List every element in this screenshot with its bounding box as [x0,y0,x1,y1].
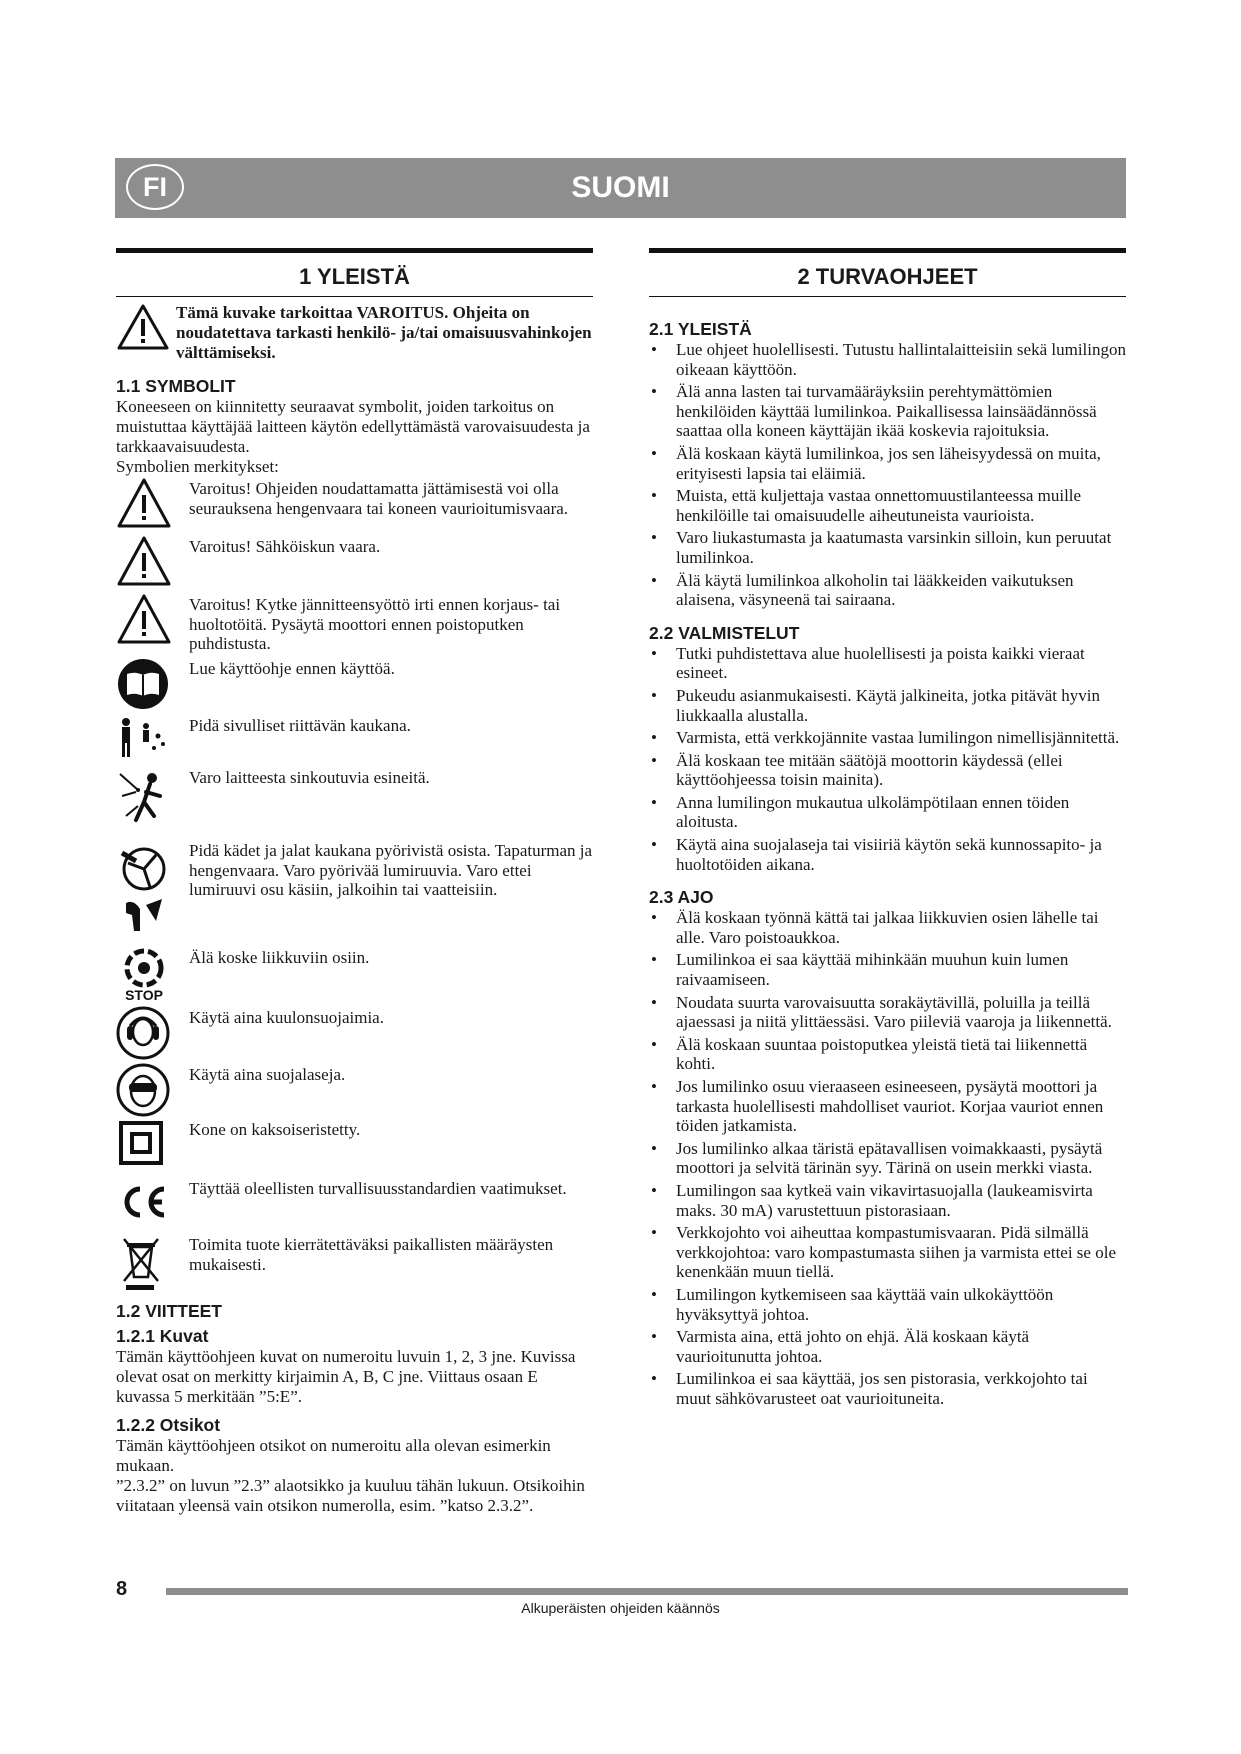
list-item: • Älä koskaan työnnä kättä tai jalkaa liikkuvien osien lähelle tai alle. Varo poistoaukkoa. [651,908,1099,947]
symbols-meaning-label: Symbolien merkitykset: [116,457,279,476]
symbol-row [116,657,593,714]
list-item: • Lumilinkoa ei saa käyttää, jos sen pistorasia, verkkojohto tai muut sähkövarusteet oat vaurioituneita. [651,1369,1088,1408]
list-item: • Noudata suurta varovaisuutta sorakäytävillä, poluilla ja teillä ajaessasi ja niitä ylittäessäsi. Varo piileviä vaaroja ja liikennettä. [651,992,1112,1032]
list-item: • Anna lumilingon mukautua ulkolämpötilaan ennen töiden aloitusta. [651,792,1070,832]
symbol-text: Toimita tuote kierrätettäväksi paikallisten määräysten mukaisesti. [189,1235,554,1274]
page-number: 8 [116,1578,128,1600]
thrown-objects-icon [116,766,189,837]
figures-heading: 1.2.1 Kuvat [116,1326,209,1346]
symbol-text: Varoitus! Kytke jännitteensyöttö irti ennen korjaus- tai huoltotöitä. Pysäytä moottori ennen poistoputken puhdistusta. [189,595,561,653]
symbol-text: Pidä sivulliset riittävän kaukana. [189,716,411,735]
list-item: • Varmista, että verkkojännite vastaa lumilingon nimellisjännitettä. [651,728,1120,748]
symbols-intro: Koneeseen on kiinnitetty seuraavat symbolit, joiden tarkoitus on muistuttaa käyttäjää laitteen käytön edellyttämästä varovaisuudesta ja tarkkaavaisuudesta. [116,397,590,456]
symbol-row [116,839,593,946]
list-item: • Lumilingon kytkemiseen saa käyttää vain ulkokäyttöön hyväksyttyä johtoa. [651,1284,1054,1324]
symbol-row [116,477,593,535]
list-item: • Älä koskaan käytä lumilinkoa, jos sen läheisyydessä on muita, erityisesti lapsia tai eläimiä. [651,443,1101,483]
warning-text: Tämä kuvake tarkoittaa VAROITUS. Ohjeita on noudatettava tarkasti henkilö- ja/tai omaisuusvahinkojen välttämiseksi. [176,303,592,362]
left-column [116,248,593,1516]
list-item: • Verkkojohto voi aiheuttaa kompastumisvaaran. Pidä silmällä verkkojohtoa: varo kompastumasta siihen ja varmista ettei se ole kenenkään muun tiellä. [651,1223,1116,1282]
keep-distance-icon [116,714,189,765]
symbols-heading: 1.1 SYMBOLIT [116,376,236,396]
subsection-heading: 2.1 YLEISTÄ [649,319,752,339]
list-item: • Lumilinkoa ei saa käyttää mihinkään muuhun kuin lumen raivaamiseen. [651,950,1069,990]
symbol-text: Pidä kädet ja jalat kaukana pyörivistä osista. Tapaturman ja hengenvaara. Varo pyörivää lumiruuvia. Varo ettei lumiruuvi osu käsiin, jalkoihin tai vaatteisiin. [189,841,593,899]
symbol-text: Älä koske liikkuviin osiin. [189,948,370,967]
safety-list-operation [649,908,1126,1408]
symbol-row [116,1177,593,1233]
list-item: • Jos lumilinko alkaa täristä epätavallisen voimakkaasti, pysäytä moottori ja selvitä tärinän syy. Tärinä on usein merkki viasta. [651,1138,1103,1178]
symbol-row [116,946,593,1006]
ce-mark-icon [116,1177,189,1230]
warning-notice [116,303,593,363]
footer-note: Alkuperäisten ohjeiden käännös [521,1600,720,1616]
list-item: • Varmista aina, että johto on ehjä. Älä koskaan käytä vaurioitunutta johtoa. [651,1327,1030,1366]
warning-triangle-icon [116,303,176,356]
symbol-text: Käytä aina kuulonsuojaimia. [189,1008,384,1027]
symbol-row [116,1233,593,1298]
list-item: • Muista, että kuljettaja vastaa onnettomuustilanteessa muille henkilöille tai omaisuudelle aiheutuneista vaurioista. [651,486,1082,525]
list-item: • Varo liukastumasta ja kaatumasta varsinkin silloin, kun peruutat lumilinkoa. [651,528,1112,567]
footer-rule [166,1588,1128,1595]
warning-triangle-icon [116,535,189,592]
list-item: • Älä anna lasten tai turvamääräyksiin perehtymättömien henkilöiden käyttää lumilinkoa. Paikallisessa lainsäädännössä saattaa olla koneen käyttäjän ikää koskevia rajoituksia. [651,382,1097,441]
safety-list-preparations [649,644,1126,875]
symbol-row [116,766,593,839]
warning-triangle-icon [116,593,189,650]
rotating-parts-icon [116,839,189,944]
list-item: • Älä koskaan suuntaa poistoputkea yleistä tietä tai liikennettä kohti. [651,1034,1088,1074]
warning-triangle-icon [116,477,189,534]
symbol-row [116,1006,593,1063]
language-code-badge: FI [126,164,184,210]
language-header-bar [115,158,1126,218]
symbol-text: Kone on kaksoiseristetty. [189,1120,361,1139]
eye-protection-icon [116,1063,189,1122]
symbol-row [116,1063,593,1118]
recycle-bin-icon [116,1233,189,1296]
section-title-safety: 2 TURVAOHJEET [649,248,1126,297]
symbol-text: Varo laitteesta sinkoutuvia esineitä. [189,768,430,787]
list-item: • Jos lumilinko osuu vieraaseen esineeseen, pysäytä moottori ja tarkasta huolellisesti mahdolliset vauriot. Korjaa vauriot ennen töiden jatkamista. [651,1077,1104,1136]
list-item: • Älä käytä lumilinkoa alkoholin tai lääkkeiden vaikutuksen alaisena, väsyneenä tai sairaana. [651,570,1074,610]
section-title-general: 1 YLEISTÄ [116,248,593,297]
symbol-row [116,1118,593,1177]
symbol-row [116,593,593,657]
read-manual-icon [116,657,189,716]
right-column [649,248,1126,1412]
double-insulation-icon [116,1118,189,1173]
figures-text: Tämän käyttöohjeen kuvat on numeroitu luvuin 1, 2, 3 jne. Kuvissa olevat osat on merkitty kirjaimin A, B, C jne. Viittaus osaan E kuvassa 5 merkitään ”5:E”. [116,1347,576,1406]
symbol-text: Varoitus! Sähköiskun vaara. [189,537,381,556]
headings-text: ”2.3.2” on luvun ”2.3” alaotsikko ja kuuluu tähän lukuun. Otsikoihin viitataan yleensä vain otsikon numerolla, esim. ”katso 2.3.2”. [116,1476,585,1515]
ear-protection-icon [116,1006,189,1065]
list-item: • Käytä aina suojalaseja tai visiiriä käytön sekä kunnossapito- ja huoltotöiden aikana. [651,835,1102,874]
svg-text:STOP: STOP [125,987,163,1002]
stop-moving-parts-icon [116,946,189,1007]
symbol-row [116,714,593,766]
symbol-text: Käytä aina suojalaseja. [189,1065,346,1084]
list-item: • Lue ohjeet huolellisesti. Tutustu hallintalaitteisiin sekä lumilingon oikeaan käyttöön. [651,340,1126,379]
symbol-row [116,535,593,593]
safety-list-general [649,340,1126,610]
subsection-heading: 2.2 VALMISTELUT [649,622,800,643]
symbol-text: Lue käyttöohje ennen käyttöä. [189,659,395,678]
subsection-heading: 2.3 AJO [649,887,714,908]
list-item: • Pukeudu asianmukaisesti. Käytä jalkineita, jotka pitävät hyvin liukkaalla alustalla. [651,685,1100,725]
list-item: • Älä koskaan tee mitään säätöjä moottorin käydessä (ellei käyttöohjeessa toisin mainita). [651,750,1063,790]
symbol-text: Täyttää oleellisten turvallisuusstandardien vaatimukset. [189,1179,567,1198]
headings-heading: 1.2.2 Otsikot [116,1415,221,1435]
references-heading: 1.2 VIITTEET [116,1301,222,1321]
list-item: • Tutki puhdistettava alue huolellisesti ja poista kaikki vieraat esineet. [651,643,1085,683]
list-item: • Lumilingon saa kytkeä vain vikavirtasuojalla (laukeamisvirta maks. 30 mA) varustettuun pistorasiaan. [651,1180,1093,1220]
symbol-text: Varoitus! Ohjeiden noudattamatta jättämisestä voi olla seurauksena hengenvaara tai koneen vaurioitumisvaara. [189,479,569,518]
language-title: SUOMI [571,171,670,204]
headings-text: Tämän käyttöohjeen otsikot on numeroitu alla olevan esimerkin mukaan. [116,1436,551,1475]
